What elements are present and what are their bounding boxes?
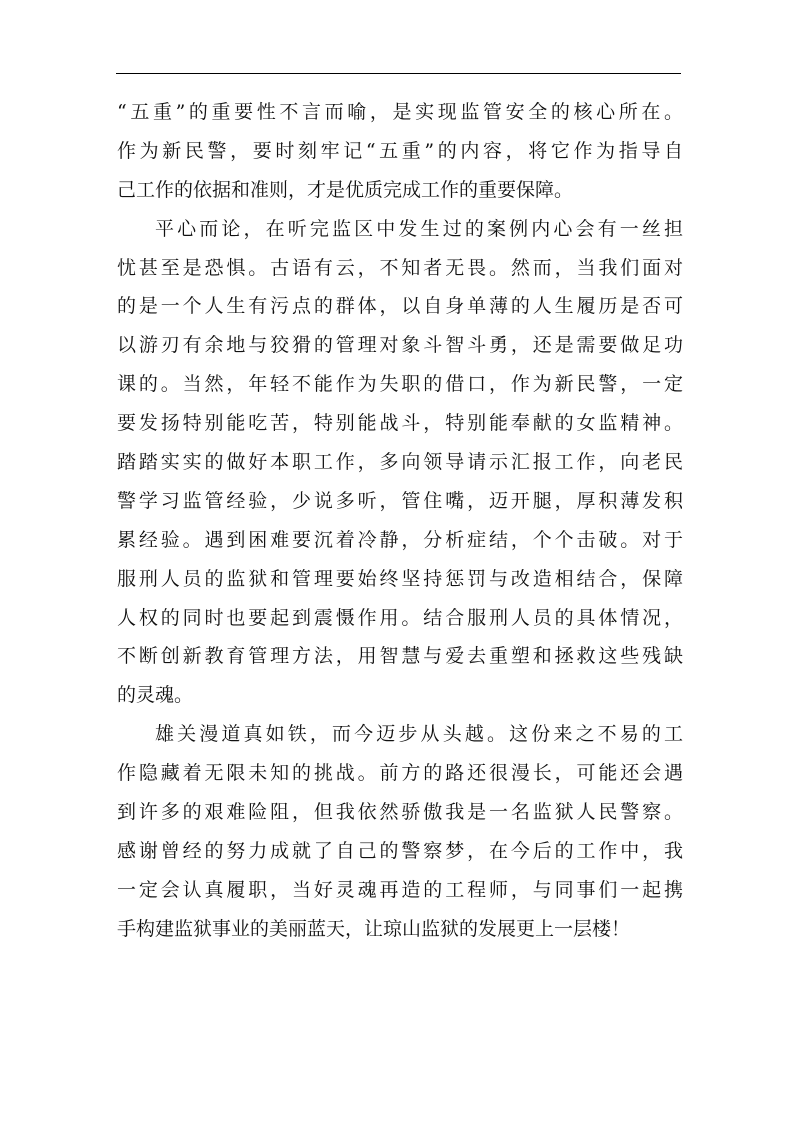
text-line: 服刑人员的监狱和管理要始终坚持惩罚与改造相结合，保障 [117, 567, 683, 590]
text-line: 踏踏实实的做好本职工作，多向领导请示汇报工作，向老民 [117, 451, 683, 474]
text-line: 人权的同时也要起到震慑作用。结合服刑人员的具体情况， [117, 606, 683, 629]
text-line: 警学习监管经验，少说多听，管住嘴，迈开腿，厚积薄发积 [117, 489, 683, 512]
text-line: 作隐藏着无限未知的挑战。前方的路还很漫长，可能还会遇 [117, 762, 683, 785]
paragraph-3 [117, 715, 683, 948]
text-line: 的是一个人生有污点的群体，以自身单薄的人生履历是否可 [117, 295, 683, 318]
header-rule [116, 73, 681, 74]
text-line: 以游刃有余地与狡猾的管理对象斗智斗勇，还是需要做足功 [117, 334, 683, 357]
text-line: “五重”的重要性不言而喻，是实现监管安全的核心所在。 [117, 101, 683, 123]
text-line: 忧甚至是恐惧。古语有云，不知者无畏。然而，当我们面对 [117, 256, 683, 279]
text-line: 一定会认真履职，当好灵魂再造的工程师，与同事们一起携 [117, 878, 683, 901]
text-line: 到许多的艰难险阻，但我依然骄傲我是一名监狱人民警察。 [117, 801, 683, 824]
text-line: 己工作的依据和准则，才是优质完成工作的重要保障。 [117, 178, 574, 201]
text-line: 作为新民警，要时刻牢记“五重”的内容，将它作为指导自 [117, 139, 683, 162]
text-line: 平心而论，在听完监区中发生过的案例内心会有一丝担 [155, 217, 683, 240]
document-body [117, 93, 683, 949]
text-line: 要发扬特别能吃苦，特别能战斗，特别能奉献的女监精神。 [117, 412, 683, 435]
text-line: 雄关漫道真如铁，而今迈步从头越。这份来之不易的工 [155, 723, 683, 746]
text-line: 不断创新教育管理方法，用智慧与爱去重塑和拯救这些残缺 [117, 645, 683, 668]
text-line: 的灵魂。 [117, 684, 194, 707]
text-line: 课的。当然，年轻不能作为失职的借口，作为新民警，一定 [117, 373, 683, 396]
text-line: 手构建监狱事业的美丽蓝天，让琼山监狱的发展更上一层楼！ [117, 917, 631, 940]
paragraph-1 [117, 93, 683, 210]
paragraph-2 [117, 210, 683, 716]
text-line: 感谢曾经的努力成就了自己的警察梦，在今后的工作中，我 [117, 839, 683, 862]
text-line: 累经验。遇到困难要沉着冷静，分析症结，个个击破。对于 [117, 528, 683, 551]
